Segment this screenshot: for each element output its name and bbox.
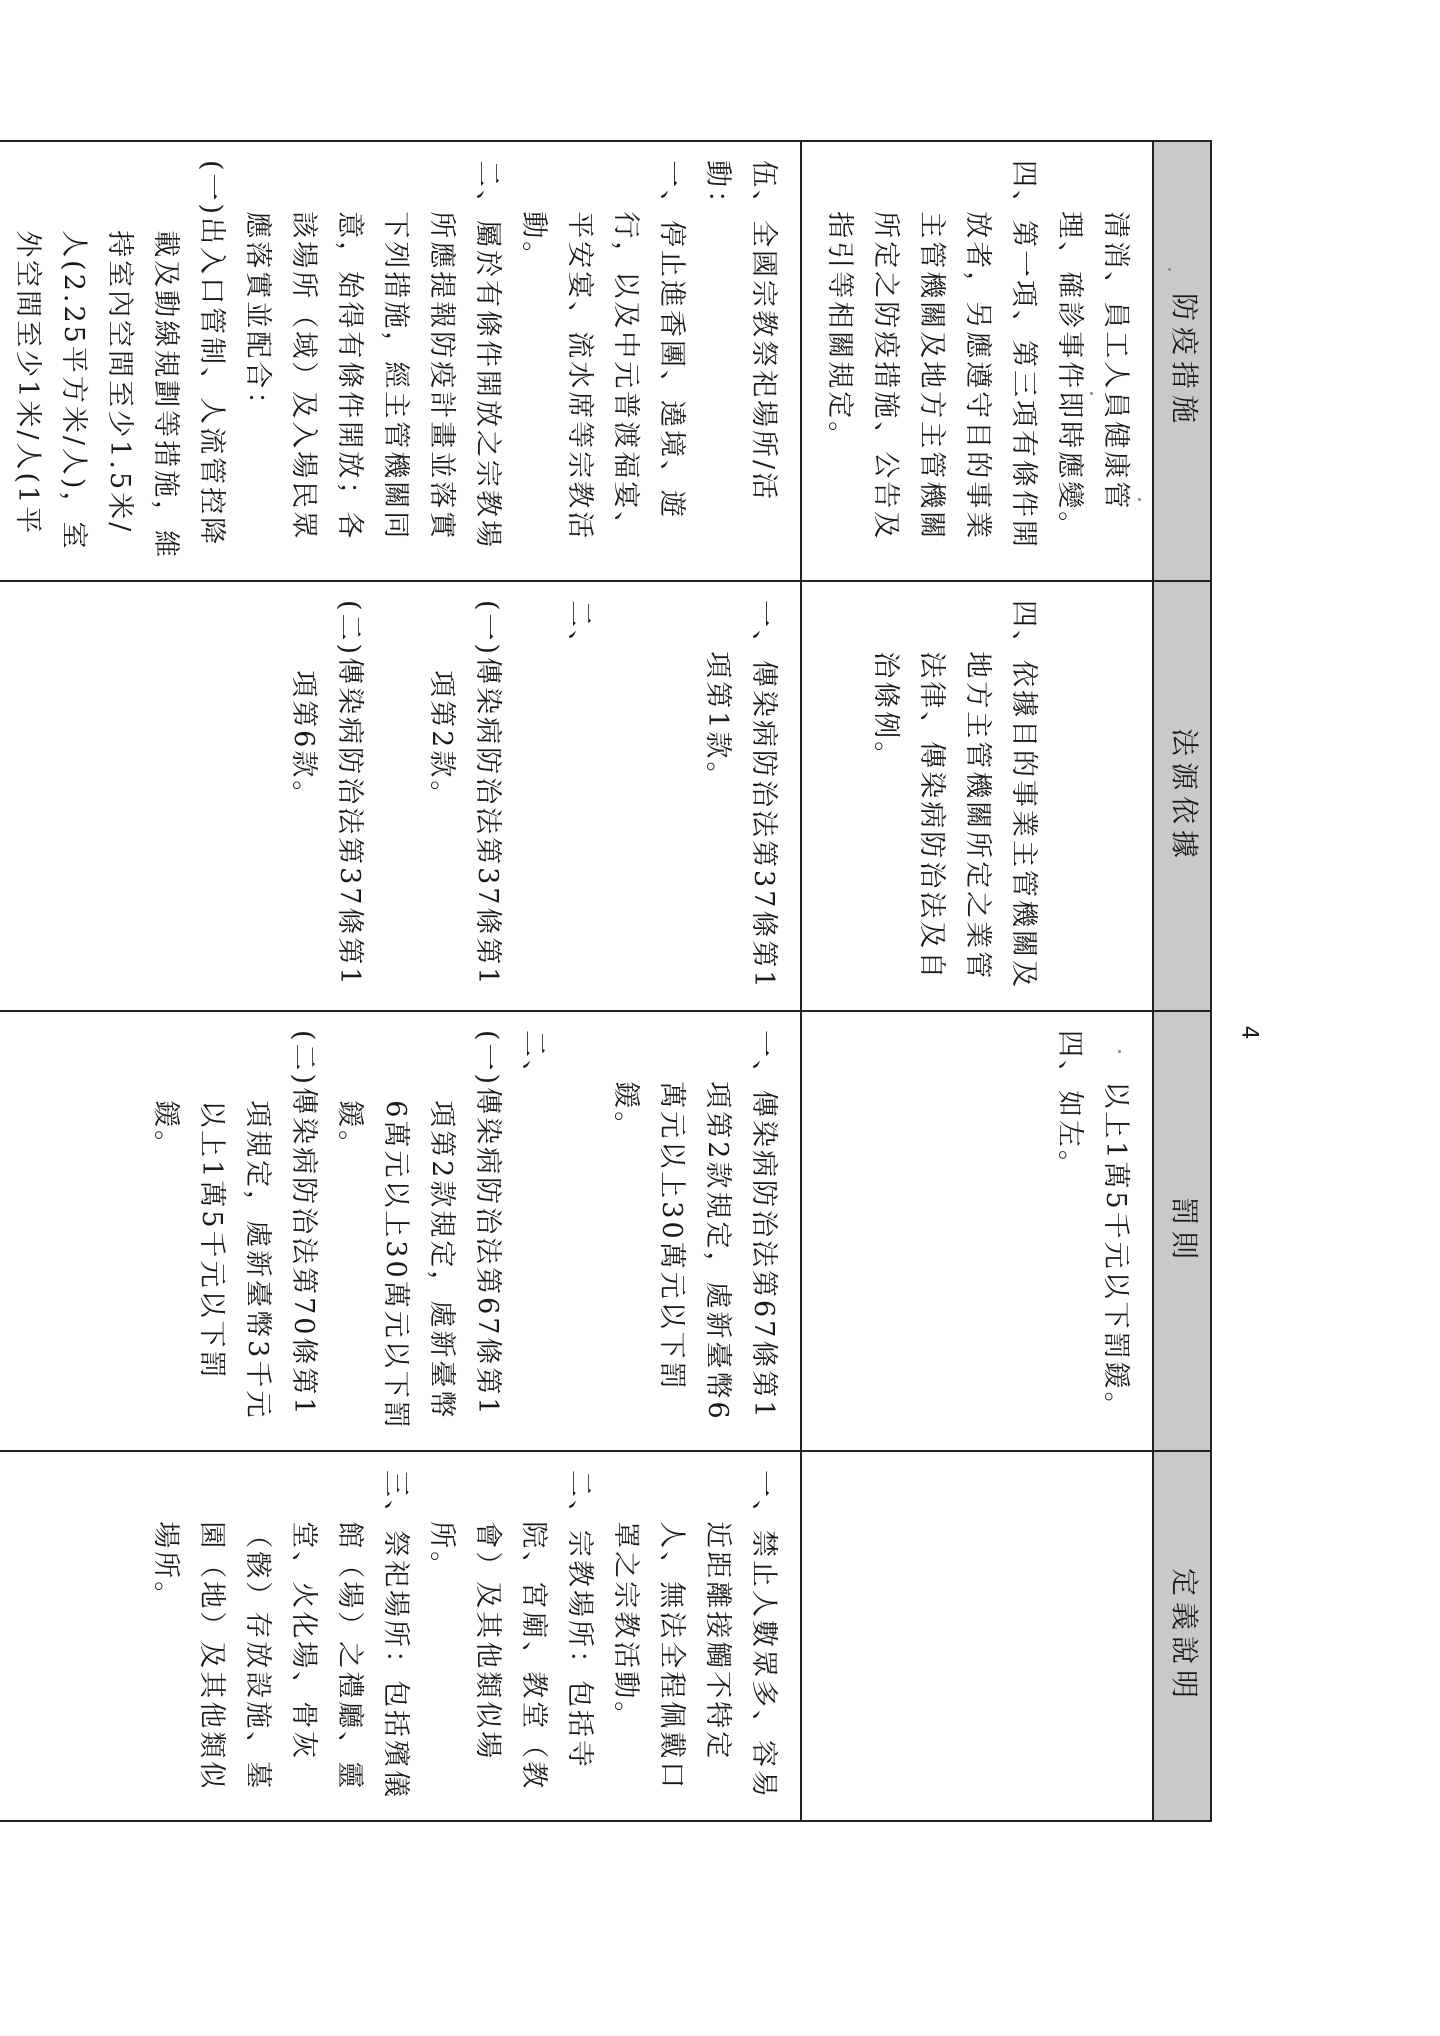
definition-item-2: 二、宗教場所：包括寺院、宮廟、教堂（教會）及其他類似場所。 xyxy=(426,1470,595,1792)
measures-continuation: 清消、員工人員健康管理、確診事件即時應變。 xyxy=(1054,211,1131,542)
legal-item-2-1: (一)傳染病防治法第37條第1項第2款。 xyxy=(426,600,503,988)
header-penalty: 罰則 xyxy=(1153,1011,1211,1451)
header-legal-basis: 法源依據 xyxy=(1153,581,1211,1011)
penalty-item-1: 一、傳染病防治法第67條第1項第2款規定，處新臺幣6萬元以上30萬元以下罰鍰。 xyxy=(610,1030,779,1422)
penalty-item-4: 四、如左。 xyxy=(1054,1030,1085,1180)
scan-speck xyxy=(1138,498,1141,501)
section-title: 伍、全國宗教祭祀場所/活動： xyxy=(702,160,779,503)
legal-cell xyxy=(801,581,1153,1011)
penalty-item-2-2: (二)傳染病防治法第70條第1項規定，處新臺幣3千元以上1萬5千元以下罰鍰。 xyxy=(150,1030,319,1421)
scan-speck xyxy=(1090,392,1093,395)
header-row xyxy=(1153,141,1211,1821)
penalty-continuation: 以上1萬5千元以下罰鍰。 xyxy=(1100,1081,1131,1422)
legal-item-4: 四、依據目的事業主管機關及地方主管機關所定之業管法律、傳染病防治法及自治條例。 xyxy=(870,600,1039,990)
legal-item-1: 一、傳染病防治法第37條第1項第1款。 xyxy=(702,600,779,991)
scan-speck xyxy=(1168,268,1171,271)
definition-item-3: 三、祭祀場所：包括殯儀館（場）之禮廳、靈堂、火化場、骨灰（骸）存放設施、墓園（地）及其他類似場所。 xyxy=(150,1470,411,1800)
table-row xyxy=(0,141,801,1821)
penalty-item-2: 二、 xyxy=(518,1030,549,1090)
legal-item-2-2: (二)傳染病防治法第37條第1項第6款。 xyxy=(288,600,365,988)
header-definition: 定義說明 xyxy=(1153,1451,1211,1821)
regulation-table xyxy=(0,140,1212,1822)
definition-cell xyxy=(801,1451,1153,1821)
measures-cell xyxy=(0,141,801,581)
penalty-item-2-1: (一)傳染病防治法第67條第1項第2款規定，處新臺幣6萬元以上30萬元以下罰鍰。 xyxy=(334,1030,503,1431)
penalty-cell xyxy=(0,1011,801,1451)
legal-cell xyxy=(0,581,801,1011)
measures-item-4: 四、第一項、第三項有條件開放者，另應遵守目的事業主管機關及地方主管機關所定之防疫措施、公告及指引等相關規定。 xyxy=(824,160,1039,550)
definition-cell xyxy=(0,1451,801,1821)
measures-cell xyxy=(801,141,1153,581)
measures-item-2-1: (一)出入口管制、人流管控降載及動線規劃等措施，維持室內空間至少1.5米/人(2.25平方米/人)，室外空間至少1米/人(1平 xyxy=(12,160,227,561)
page-number: 4 xyxy=(1236,1025,1262,1040)
penalty-cell xyxy=(801,1011,1153,1451)
header-measures: 防疫措施 xyxy=(1153,141,1211,581)
measures-item-1: 一、停止進香團、遶境、遊行，以及中元普渡福宴、平安宴、流水席等宗教活動。 xyxy=(518,160,687,542)
table-row xyxy=(801,141,1153,1821)
measures-item-2: 二、屬於有條件開放之宗教場所應提報防疫計畫並落實下列措施，經主管機關同意，始得有條件開放；各該場所（域）及入場民眾應落實並配合： xyxy=(242,160,503,550)
scan-speck xyxy=(1118,1050,1121,1053)
legal-item-2: 二、 xyxy=(564,600,595,660)
definition-item-1: 一、禁止人數眾多、容易近距離接觸不特定人、無法全程佩戴口罩之宗教活動。 xyxy=(610,1470,779,1800)
rotated-page-table xyxy=(12,140,1212,1820)
